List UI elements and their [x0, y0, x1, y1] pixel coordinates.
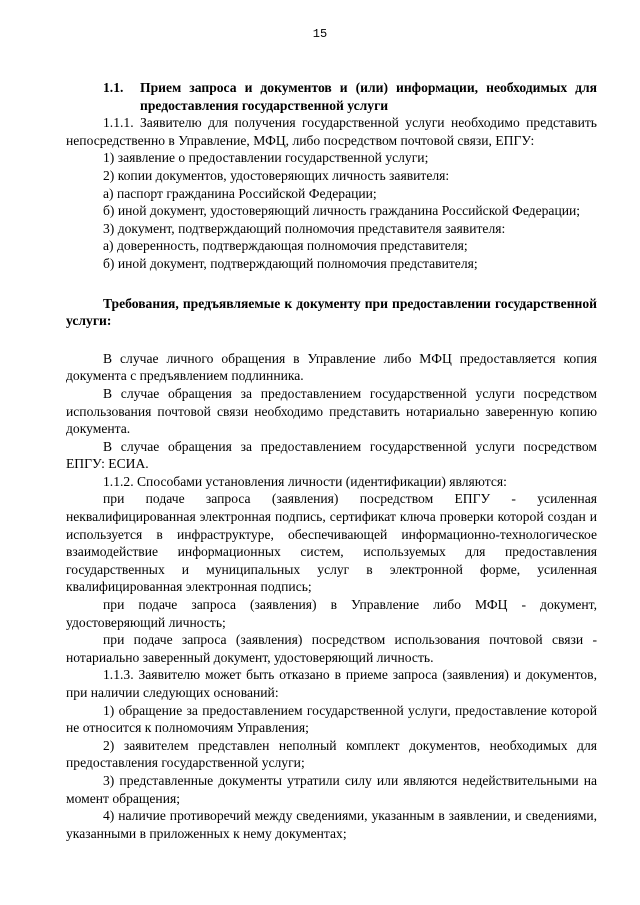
- section-heading: [66, 79, 597, 114]
- list-item: 4) наличие противоречий между сведениями, указанным в заявлении, и сведениями, указанными в приложенных к нему документах;: [66, 808, 597, 841]
- list-item: а) паспорт гражданина Российской Федерации;: [103, 185, 377, 201]
- list-item: 3) документ, подтверждающий полномочия представителя заявителя:: [103, 220, 506, 236]
- list-item: 2) копии документов, удостоверяющих личность заявителя:: [103, 167, 450, 183]
- section-title: Прием запроса и документов и (или) информации, необходимых для предоставления государственной услуги: [140, 80, 597, 113]
- paragraph: при подаче запроса (заявления) посредством ЕПГУ - усиленная неквалифицированная электронная подпись, сертификат ключа проверки которой создан и используется в инфраструктуре, обеспечивающей информационно-технологическое взаимодействие информационных систем, используемых для предоставления государственных и муниципальных услуг в электронной форме, усиленная квалифицированная электронная подпись;: [66, 491, 597, 595]
- list-item: 1) обращение за предоставлением государственной услуги, предоставление которой не относится к полномочиям Управления;: [66, 702, 597, 736]
- page-number: 15: [312, 27, 328, 41]
- paragraph: В случае обращения за предоставлением государственной услуги посредством использования почтовой связи необходимо представить нотариально заверенную копию документа.: [66, 385, 597, 437]
- paragraph: 1.1.2. Способами установления личности (идентификации) являются:: [103, 473, 507, 489]
- list-item: б) иной документ, подтверждающий полномочия представителя;: [103, 255, 478, 271]
- list-item: а) доверенность, подтверждающая полномочия представителя;: [103, 238, 468, 254]
- paragraph: при подаче запроса (заявления) посредством использования почтовой связи - нотариально заверенный документ, удостоверяющий личность.: [66, 632, 597, 665]
- list-item: б) иной документ, удостоверяющий личность гражданина Российской Федерации;: [103, 203, 581, 219]
- section-number: 1.1.: [103, 80, 124, 95]
- paragraph: 1.1.1. Заявителю для получения государственной услуги необходимо представить непосредственно в Управление, МФЦ, либо посредством почтовой связи, ЕПГУ:: [66, 115, 597, 148]
- paragraph: при подаче запроса (заявления) в Управление либо МФЦ - документ, удостоверяющий личность;: [66, 597, 597, 630]
- paragraph: 1.1.3. Заявителю может быть отказано в приеме запроса (заявления) и документов, при наличии следующих оснований:: [66, 667, 597, 700]
- list-item: 2) заявителем представлен неполный комплект документов, необходимых для предоставления государственной услуги;: [66, 737, 597, 771]
- paragraph: В случае обращения за предоставлением государственной услуги посредством ЕПГУ: ЕСИА.: [66, 438, 597, 472]
- document-body: [66, 79, 597, 842]
- list-item: 1) заявление о предоставлении государственной услуги;: [103, 150, 429, 166]
- requirements-heading: Требования, предъявляемые к документу при предоставлении государственной услуги:: [66, 295, 597, 329]
- paragraph: В случае личного обращения в Управление либо МФЦ предоставляется копия документа с предъявлением подлинника.: [66, 350, 597, 384]
- list-item: 3) представленные документы утратили силу или являются недействительными на момент обращения;: [66, 772, 597, 806]
